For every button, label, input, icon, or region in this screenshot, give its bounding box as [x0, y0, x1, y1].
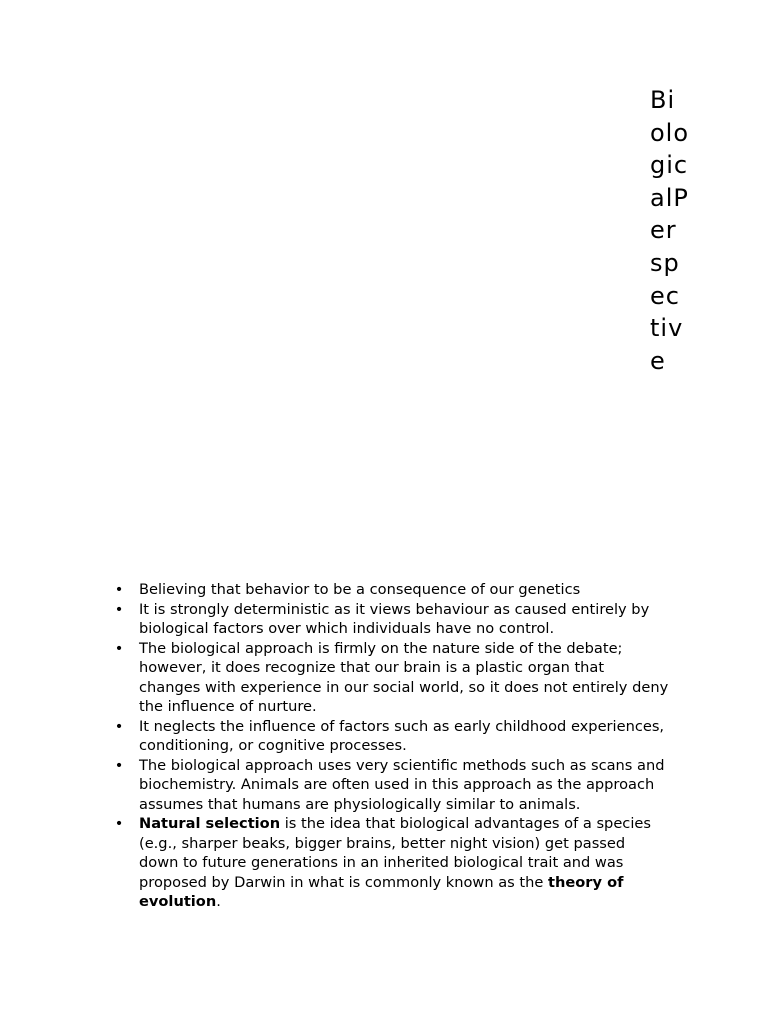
bullet-icon: • [114, 717, 124, 735]
list-item-text: Believing that behavior to be a consequence of our genetics [139, 581, 581, 598]
list-item-end: . [216, 893, 221, 910]
bullet-icon: • [114, 581, 124, 598]
document-title: BiologicalPerspective [650, 86, 690, 375]
list-item [114, 717, 669, 756]
bullet-list [114, 580, 669, 912]
list-item [114, 600, 669, 639]
theory-of-evolution-term: theory of evolution [139, 873, 624, 910]
list-item-text: It neglects the influence of factors such as early childhood experiences, conditioning, or cognitive processes. [139, 717, 665, 754]
bullet-icon: • [114, 639, 124, 657]
natural-selection-term: Natural selection [139, 815, 281, 832]
list-item [114, 580, 669, 600]
list-item [114, 756, 669, 815]
list-item-text: is the idea that biological advantages of a species (e.g., sharper beaks, bigger brains, better night vision) get passed down to future generations in an inherited biological trait and was proposed by Darwin in what is commonly known as the [139, 815, 651, 891]
list-item-text: It is strongly deterministic as it views behaviour as caused entirely by biological factors over which individuals have no control. [139, 600, 650, 637]
list-item-text: The biological approach is firmly on the nature side of the debate; however, it does recognize that our brain is a plastic organ that changes with experience in our social world, so it does not entirely deny the influence of nurture. [139, 639, 669, 715]
bullet-icon: • [114, 815, 124, 832]
list-item [114, 639, 669, 717]
bullet-icon: • [114, 600, 124, 618]
list-item [114, 814, 669, 912]
bullet-icon: • [114, 756, 124, 774]
list-item-text: The biological approach uses very scientific methods such as scans and biochemistry. Animals are often used in this approach as the approach assumes that humans are physiologically similar to animals. [139, 756, 665, 813]
